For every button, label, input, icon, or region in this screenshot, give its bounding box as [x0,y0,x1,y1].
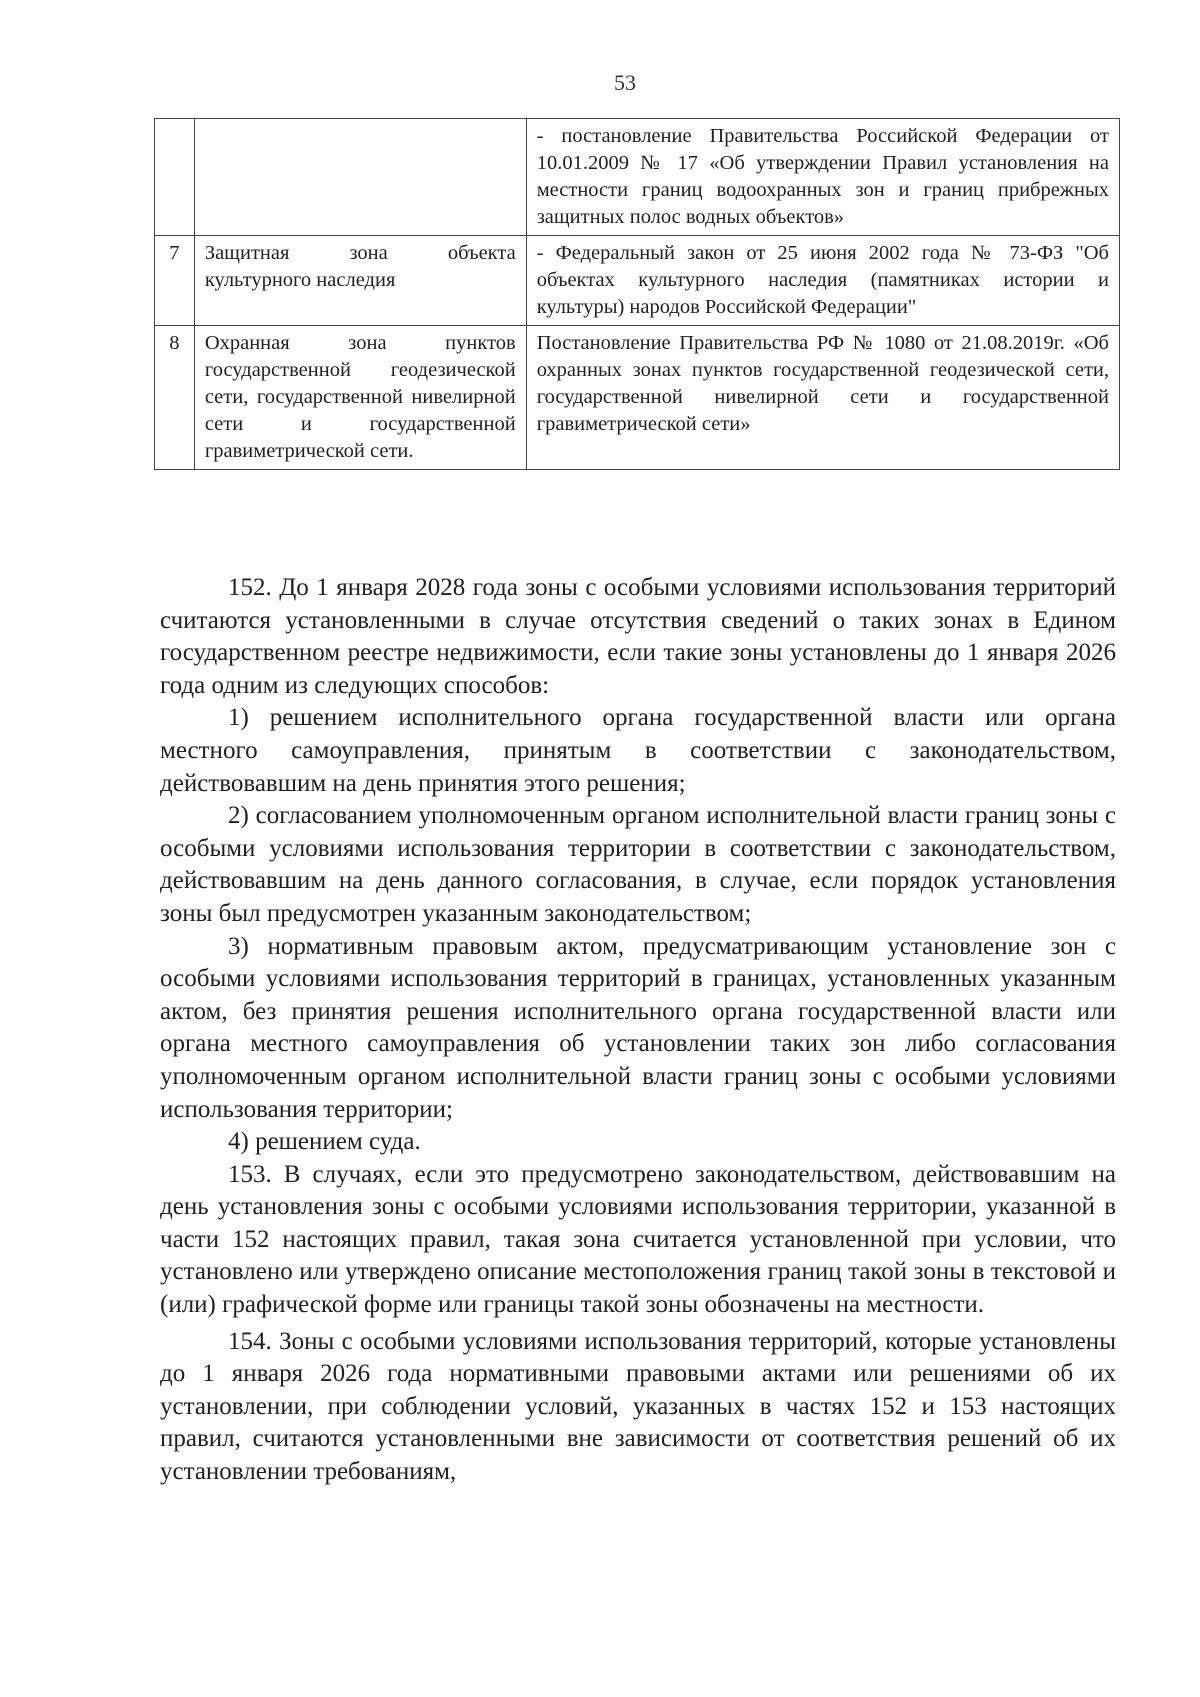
list-item: 2) согласованием уполномоченным органом исполнительной власти границ зоны с особыми условиями использования территории в соответствии с законодательством, действовавшим на день данного согласования, в случае, если порядок установления зоны был предусмотрен указанным законодательством; [160,802,1116,927]
row-number: 8 [155,326,195,470]
list-item: 3) нормативным правовым актом, предусматривающим установление зон с особыми условиями использования территорий в границах, установленных указанным актом, без принятия решения исполнительного органа государственной власти или органа местного самоуправления об установлении таких зон либо согласования уполномоченным органом исполнительной власти границ зоны с особыми условиями использования территории; [160,932,1116,1123]
paragraph-153: 153. В случаях, если это предусмотрено законодательством, действовавшим на день установления зоны с особыми условиями использования территории, указанной в части 152 настоящих правил, такая зона считается установленной при условии, что установлено или утверждено описание местоположения границ такой зоны в текстовой и (или) графической форме или границы такой зоны обозначены на местности. [160,1160,1116,1319]
row-number: 7 [155,236,195,326]
table-row [155,119,1120,236]
row-number [155,119,195,236]
list-item: 4) решением суда. [228,1128,421,1156]
table-row [155,236,1120,326]
table-row [155,326,1120,470]
list-item: 1) решением исполнительного органа государственной власти или органа местного самоуправления, принятым в соответствии с законодательством, действовавшим на день принятия этого решения; [160,704,1116,797]
paragraph-154: 154. Зоны с особыми условиями использования территорий, которые установлены до 1 января 2026 года нормативными правовыми актами или решениями об их установлении, при соблюдении условий, указанных в частях 152 и 153 настоящих правил, считаются установленными вне зависимости от соответствия решений об их установлении требованиям, [160,1327,1116,1486]
legal-document: Постановление Правительства РФ № 1080 от 21.08.2019г. «Об охранных зонах пунктов государственной геодезической сети, государственной нивелирной сети и государственной гравиметрической сети» [526,326,1119,470]
zone-name [194,119,526,236]
zone-name: Охранная зона пунктов государственной геодезической сети, государственной нивелирной сети и государственной гравиметрической сети. [194,326,526,470]
legal-document: - Федеральный закон от 25 июня 2002 года № 73-ФЗ "Об объектах культурного наследия (памятниках истории и культуры) народов Российской Федерации" [526,236,1119,326]
zone-name: Защитная зона объекта культурного наследия [194,236,526,326]
zones-table [154,118,1120,470]
page-number: 53 [614,70,636,95]
legal-document: - постановление Правительства Российской Федерации от 10.01.2009 № 17 «Об утверждении Правил установления на местности границ водоохранных зон и границ прибрежных защитных полос водных объектов» [526,119,1119,236]
paragraph-152: 152. До 1 января 2028 года зоны с особыми условиями использования территорий считаются установленными в случае отсутствия сведений о таких зонах в Едином государственном реестре недвижимости, если такие зоны установлены до 1 января 2026 года одним из следующих способов: [160,574,1116,699]
body-text [160,572,1116,1489]
